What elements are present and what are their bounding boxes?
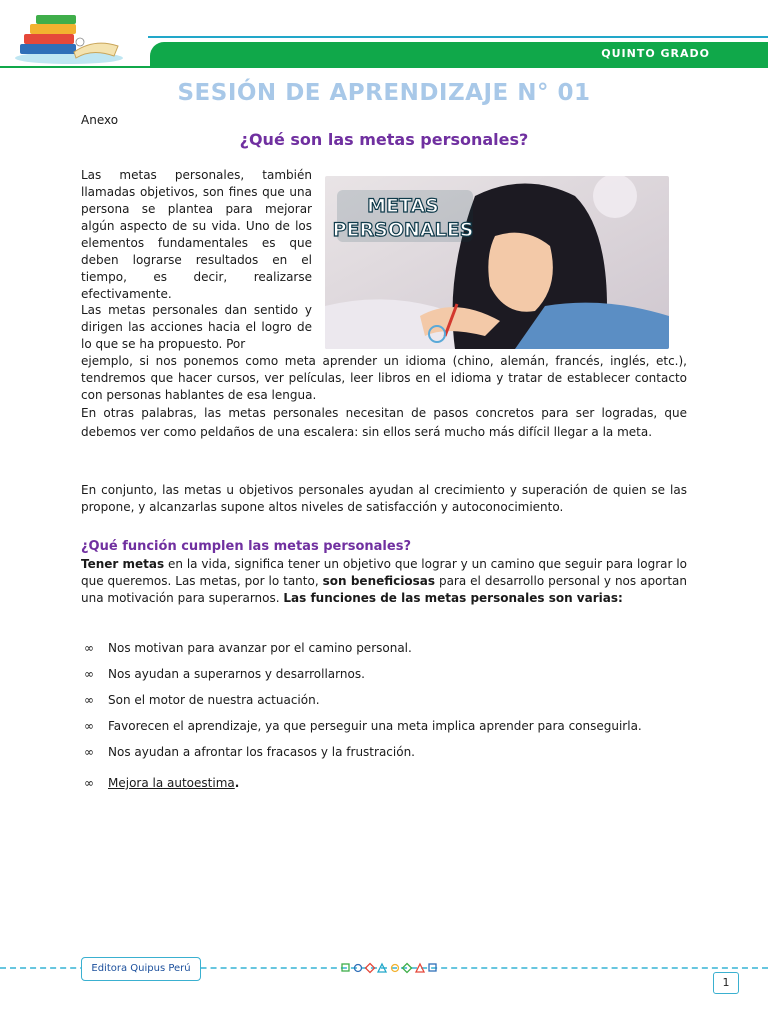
- page-number: 1: [713, 972, 739, 994]
- illustration-caption-line1: METAS: [367, 195, 439, 217]
- list-item: ∞ Son el motor de nuestra actuación.: [84, 693, 320, 707]
- header-bottom-line: [0, 66, 768, 68]
- infinity-bullet-icon: ∞: [84, 693, 94, 707]
- functions-text-1: en la vida, significa tener un objetivo que lograr y un camino que seguir para lograr lo que queremos. Las metas, por lo tanto,: [81, 557, 687, 588]
- metas-personales-illustration: [325, 176, 669, 349]
- bold-son-beneficiosas: son beneficiosas: [322, 574, 435, 588]
- list-item: ∞ Mejora la autoestima.: [84, 776, 240, 790]
- anexo-label: Anexo: [81, 113, 119, 127]
- intro-paragraph-3: En otras palabras, las metas personales necesitan de pasos concretos para ser logradas, que debemos ver como peldaños de una escalera: sin ellos será mucho más difícil llegar a la meta.: [81, 406, 687, 439]
- header-top-line: [148, 36, 768, 38]
- section-heading-functions: ¿Qué función cumplen las metas personales?: [81, 539, 411, 554]
- functions-text-2: para el desarrollo personal y nos aportan una motivación para superarnos.: [81, 574, 687, 605]
- section-subtitle: ¿Qué son las metas personales?: [239, 130, 529, 149]
- list-item: ∞ Nos ayudan a superarnos y desarrollarnos.: [84, 667, 365, 681]
- intro-paragraph-1: Las metas personales, también llamadas objetivos, son fines que una persona se plantea para mejorar algún aspecto de su vida. Uno de los elementos fundamentales es que deben lograrse resultados en el tiempo, es decir, realizarse efectivamente.: [81, 168, 312, 301]
- bold-funciones-varias: Las funciones de las metas personales son varias:: [283, 591, 623, 605]
- intro-paragraph-2-continued: ejemplo, si nos ponemos como meta aprender un idioma (chino, alemán, francés, inglés, etc.), tendremos que hacer cursos, ver películas, leer libros en el idioma y tratar de establecer contacto con personas hablantes de esa lengua.: [81, 354, 687, 402]
- infinity-bullet-icon: ∞: [84, 641, 94, 655]
- infinity-bullet-icon: ∞: [84, 719, 94, 733]
- functions-paragraph: [81, 556, 687, 607]
- intro-paragraph-2-left: Las metas personales dan sentido y dirigen las acciones hacia el logro de lo que se ha propuesto. Por: [81, 303, 312, 351]
- autoestima-link[interactable]: Mejora la autoestima: [108, 776, 235, 790]
- infinity-bullet-icon: ∞: [84, 776, 94, 790]
- functions-list: [81, 640, 701, 801]
- grade-label: QUINTO GRADO: [601, 47, 710, 60]
- infinity-bullet-icon: ∞: [84, 667, 94, 681]
- list-item: ∞ Nos motivan para avanzar por el camino personal.: [84, 641, 412, 655]
- illustration-caption-line2: PERSONALES: [332, 219, 474, 241]
- page-header: [0, 0, 768, 70]
- decorative-shapes-icon: [340, 962, 440, 974]
- infinity-bullet-icon: ∞: [84, 745, 94, 759]
- publisher-badge: Editora Quipus Perú: [81, 957, 201, 981]
- list-item: ∞ Nos ayudan a afrontar los fracasos y la frustración.: [84, 745, 415, 759]
- page-title: SESIÓN DE APRENDIZAJE N° 01: [177, 80, 591, 106]
- intro-paragraph-4: En conjunto, las metas u objetivos personales ayudan al crecimiento y superación de quien se las propone, y alcanzarlas supone altos niveles de satisfacción y autoconocimiento.: [81, 483, 687, 514]
- bold-tener-metas: Tener metas: [81, 557, 165, 571]
- books-logo-icon: [14, 12, 124, 64]
- list-item: ∞ Favorecen el aprendizaje, ya que perseguir una meta implica aprender para conseguirla.: [84, 719, 642, 733]
